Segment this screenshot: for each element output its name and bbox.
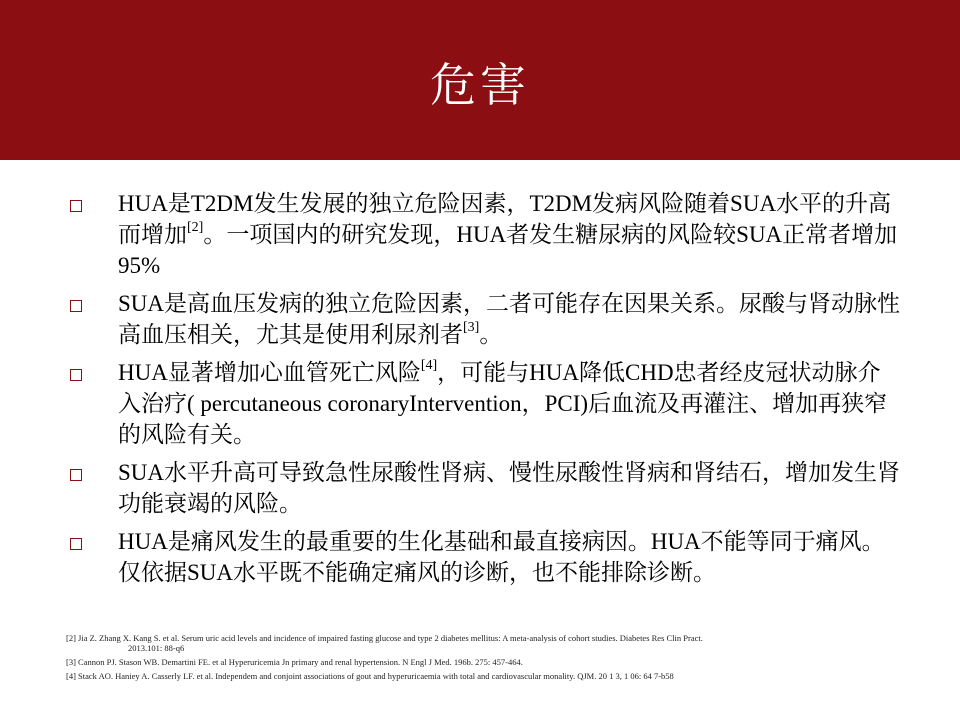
square-bullet-icon bbox=[70, 538, 82, 550]
reference-text: [4] Stack AO. Haniey A. Casserly LF. et al. Independem and conjoint associations of gout and hyperuricaemia with total and cardiovascular monality. QJM. 20 1 3, 1 06: 64 7-b58 bbox=[66, 671, 674, 681]
bullet-item bbox=[70, 526, 900, 588]
bullet-text-cont: ，可能与HUA降低CHD忠者经皮冠状动脉介入治疗( percutaneous coronaryIntervention，PCI)后血流及再灌注、增加再狭窄的风险有关。 bbox=[118, 360, 888, 447]
bullet-text: HUA是T2DM发生发展的独立危险因素，T2DM发病风险随着SUA水平的升高而增加 bbox=[118, 191, 892, 247]
bullet-text-cont: 。一项国内的研究发现，HUA者发生糖尿病的风险较SUA正常者增加95% bbox=[118, 222, 898, 278]
square-bullet-icon bbox=[70, 369, 82, 381]
bullet-text: HUA是痛风发生的最重要的生化基础和最直接病因。HUA不能等同于痛风。仅依据SUA水平既不能确定痛风的诊断，也不能排除诊断。 bbox=[118, 529, 885, 585]
citation-ref: [2] bbox=[187, 220, 204, 236]
citation-ref: [4] bbox=[420, 358, 438, 374]
square-bullet-icon bbox=[70, 469, 82, 481]
bullet-text-cont: 。 bbox=[479, 322, 503, 347]
bullet-item bbox=[70, 188, 900, 281]
bullet-text: SUA水平升高可导致急性尿酸性肾病、慢性尿酸性肾病和肾结石，增加发生肾功能衰竭的风险。 bbox=[118, 460, 901, 516]
page-title: 危害 bbox=[430, 58, 530, 112]
reference-item bbox=[66, 657, 906, 667]
title-bar bbox=[0, 0, 960, 160]
bullet-text: HUA显著增加心血管死亡风险 bbox=[118, 360, 421, 385]
reference-text: [2] Jia Z. Zhang X. Kang S. et al. Serum uric acid levels and incidence of impaired fasting glucose and type 2 diabetes mellitus: A meta-analysis of cohort studies. Diabetes Res Clin Pract. bbox=[66, 633, 703, 643]
reference-text: [3] Cannon PJ. Stason WB. Demartini FE. et al Hyperuricemia Jn primary and renal hypertension. N Engl J Med. 196b. 275: 457-464. bbox=[66, 657, 523, 667]
reference-text-cont: 2013.101: 88-q6 bbox=[128, 643, 185, 653]
square-bullet-icon bbox=[70, 300, 82, 312]
references bbox=[66, 633, 906, 685]
reference-item bbox=[66, 633, 906, 653]
reference-item bbox=[66, 671, 906, 681]
bullet-item bbox=[70, 457, 900, 519]
bullet-item bbox=[70, 288, 900, 350]
bullet-list bbox=[70, 188, 900, 595]
bullet-text: SUA是高血压发病的独立危险因素，二者可能存在因果关系。尿酸与肾动脉性高血压相关，尤其是使用利尿剂者 bbox=[118, 291, 901, 347]
citation-ref: [3] bbox=[463, 320, 480, 336]
bullet-item bbox=[70, 357, 900, 450]
square-bullet-icon bbox=[70, 200, 82, 212]
